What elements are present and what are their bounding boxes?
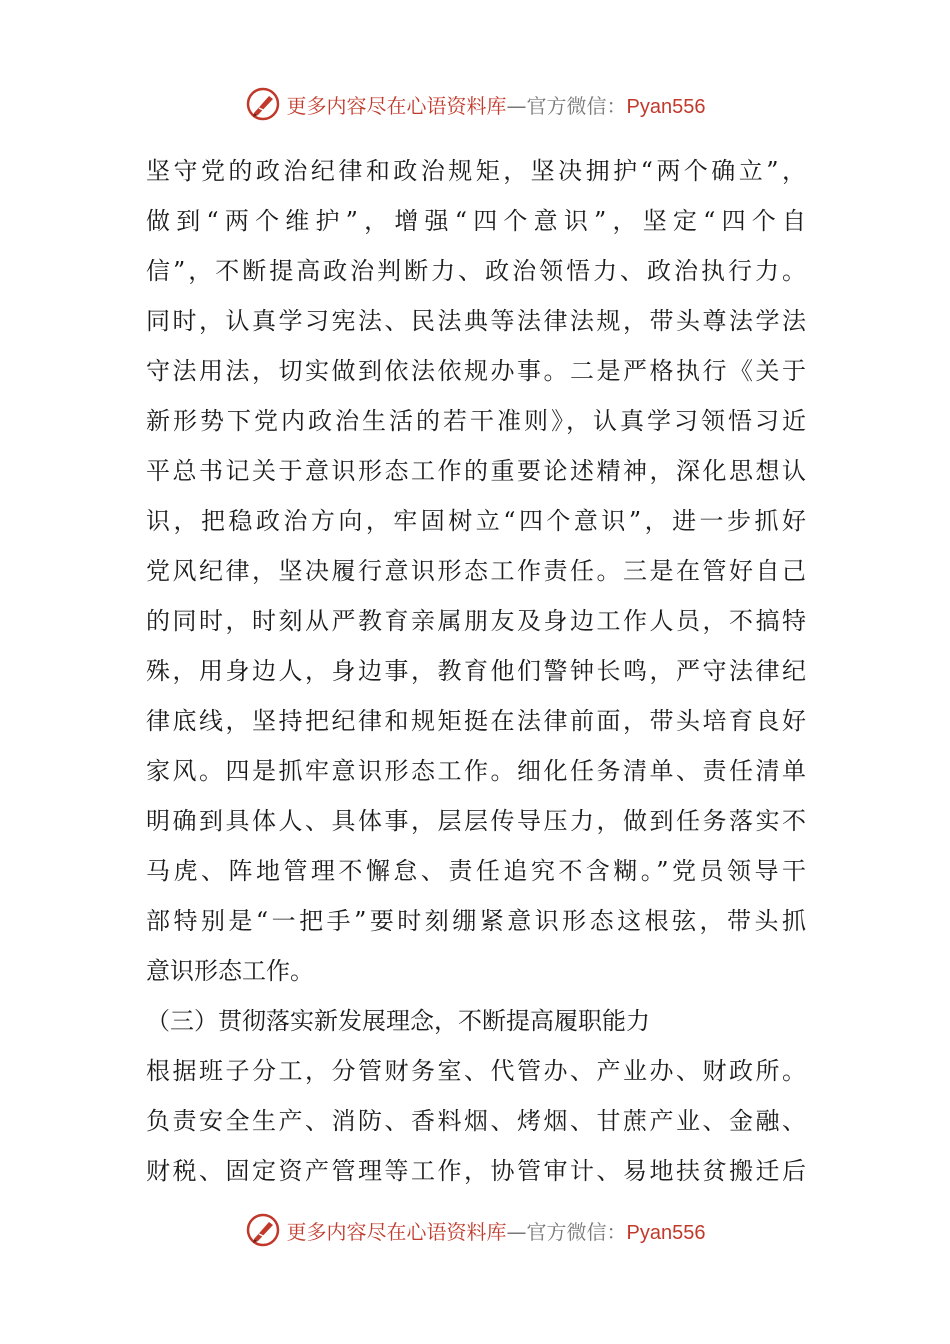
text-line: 同时，认真学习宪法、民法典等法律法规，带头尊法学法 bbox=[146, 307, 806, 335]
text-line: 财税、固定资产管理等工作，协管审计、易地扶贫搬迁后 bbox=[146, 1157, 806, 1185]
text-line: 信”，不断提高政治判断力、政治领悟力、政治执行力。 bbox=[146, 257, 806, 285]
text-line: 新形势下党内政治生活的若干准则》，认真学习领悟习近 bbox=[146, 407, 806, 435]
watermark-dash: — bbox=[506, 93, 527, 118]
pen-logo-icon bbox=[245, 1212, 281, 1248]
watermark-label: 官方微信： bbox=[526, 1219, 627, 1244]
watermark-text bbox=[287, 90, 706, 119]
text-line: 识，把稳政治方向，牢固树立“四个意识”，进一步抓好 bbox=[146, 507, 806, 535]
watermark-account: Pyan556 bbox=[626, 1221, 706, 1244]
text-line: 明确到具体人、具体事，层层传导压力，做到任务落实不 bbox=[146, 807, 806, 835]
text-line: 负责安全生产、消防、香料烟、烤烟、甘蔗产业、金融、 bbox=[146, 1107, 806, 1135]
text-line: 家风。四是抓牢意识形态工作。细化任务清单、责任清单 bbox=[146, 757, 806, 785]
watermark-label: 官方微信： bbox=[526, 93, 627, 118]
watermark-text bbox=[287, 1216, 706, 1245]
text-line: 的同时，时刻从严教育亲属朋友及身边工作人员，不搞特 bbox=[146, 607, 806, 635]
watermark-account: Pyan556 bbox=[626, 95, 706, 118]
text-line: 意识形态工作。 bbox=[146, 957, 314, 985]
text-line: 马虎、阵地管理不懈怠、责任追究不含糊。”党员领导干 bbox=[146, 857, 806, 885]
watermark-dash: — bbox=[506, 1219, 527, 1244]
text-line: 做到“两个维护”，增强“四个意识”，坚定“四个自 bbox=[146, 207, 806, 235]
text-line: 律底线，坚持把纪律和规矩挺在法律前面，带头培育良好 bbox=[146, 707, 806, 735]
header-watermark bbox=[0, 84, 950, 124]
pen-logo-icon bbox=[245, 86, 281, 122]
document-body bbox=[146, 146, 806, 1196]
footer-watermark bbox=[0, 1210, 950, 1250]
text-line: 殊，用身边人，身边事，教育他们警钟长鸣，严守法律纪 bbox=[146, 657, 806, 685]
watermark-site: 更多内容尽在心语资料库 bbox=[286, 93, 507, 118]
text-line: 党风纪律，坚决履行意识形态工作责任。三是在管好自己 bbox=[146, 557, 806, 585]
watermark-site: 更多内容尽在心语资料库 bbox=[286, 1219, 507, 1244]
text-line: 坚守党的政治纪律和政治规矩，坚决拥护“两个确立”， bbox=[146, 157, 806, 185]
section-heading: （三）贯彻落实新发展理念，不断提高履职能力 bbox=[146, 1007, 650, 1035]
text-line: 根据班子分工，分管财务室、代管办、产业办、财政所。 bbox=[146, 1057, 806, 1085]
text-line: 部特别是“一把手”要时刻绷紧意识形态这根弦，带头抓 bbox=[146, 907, 806, 935]
text-line: 平总书记关于意识形态工作的重要论述精神，深化思想认 bbox=[146, 457, 806, 485]
text-line: 守法用法，切实做到依法依规办事。二是严格执行《关于 bbox=[146, 357, 806, 385]
